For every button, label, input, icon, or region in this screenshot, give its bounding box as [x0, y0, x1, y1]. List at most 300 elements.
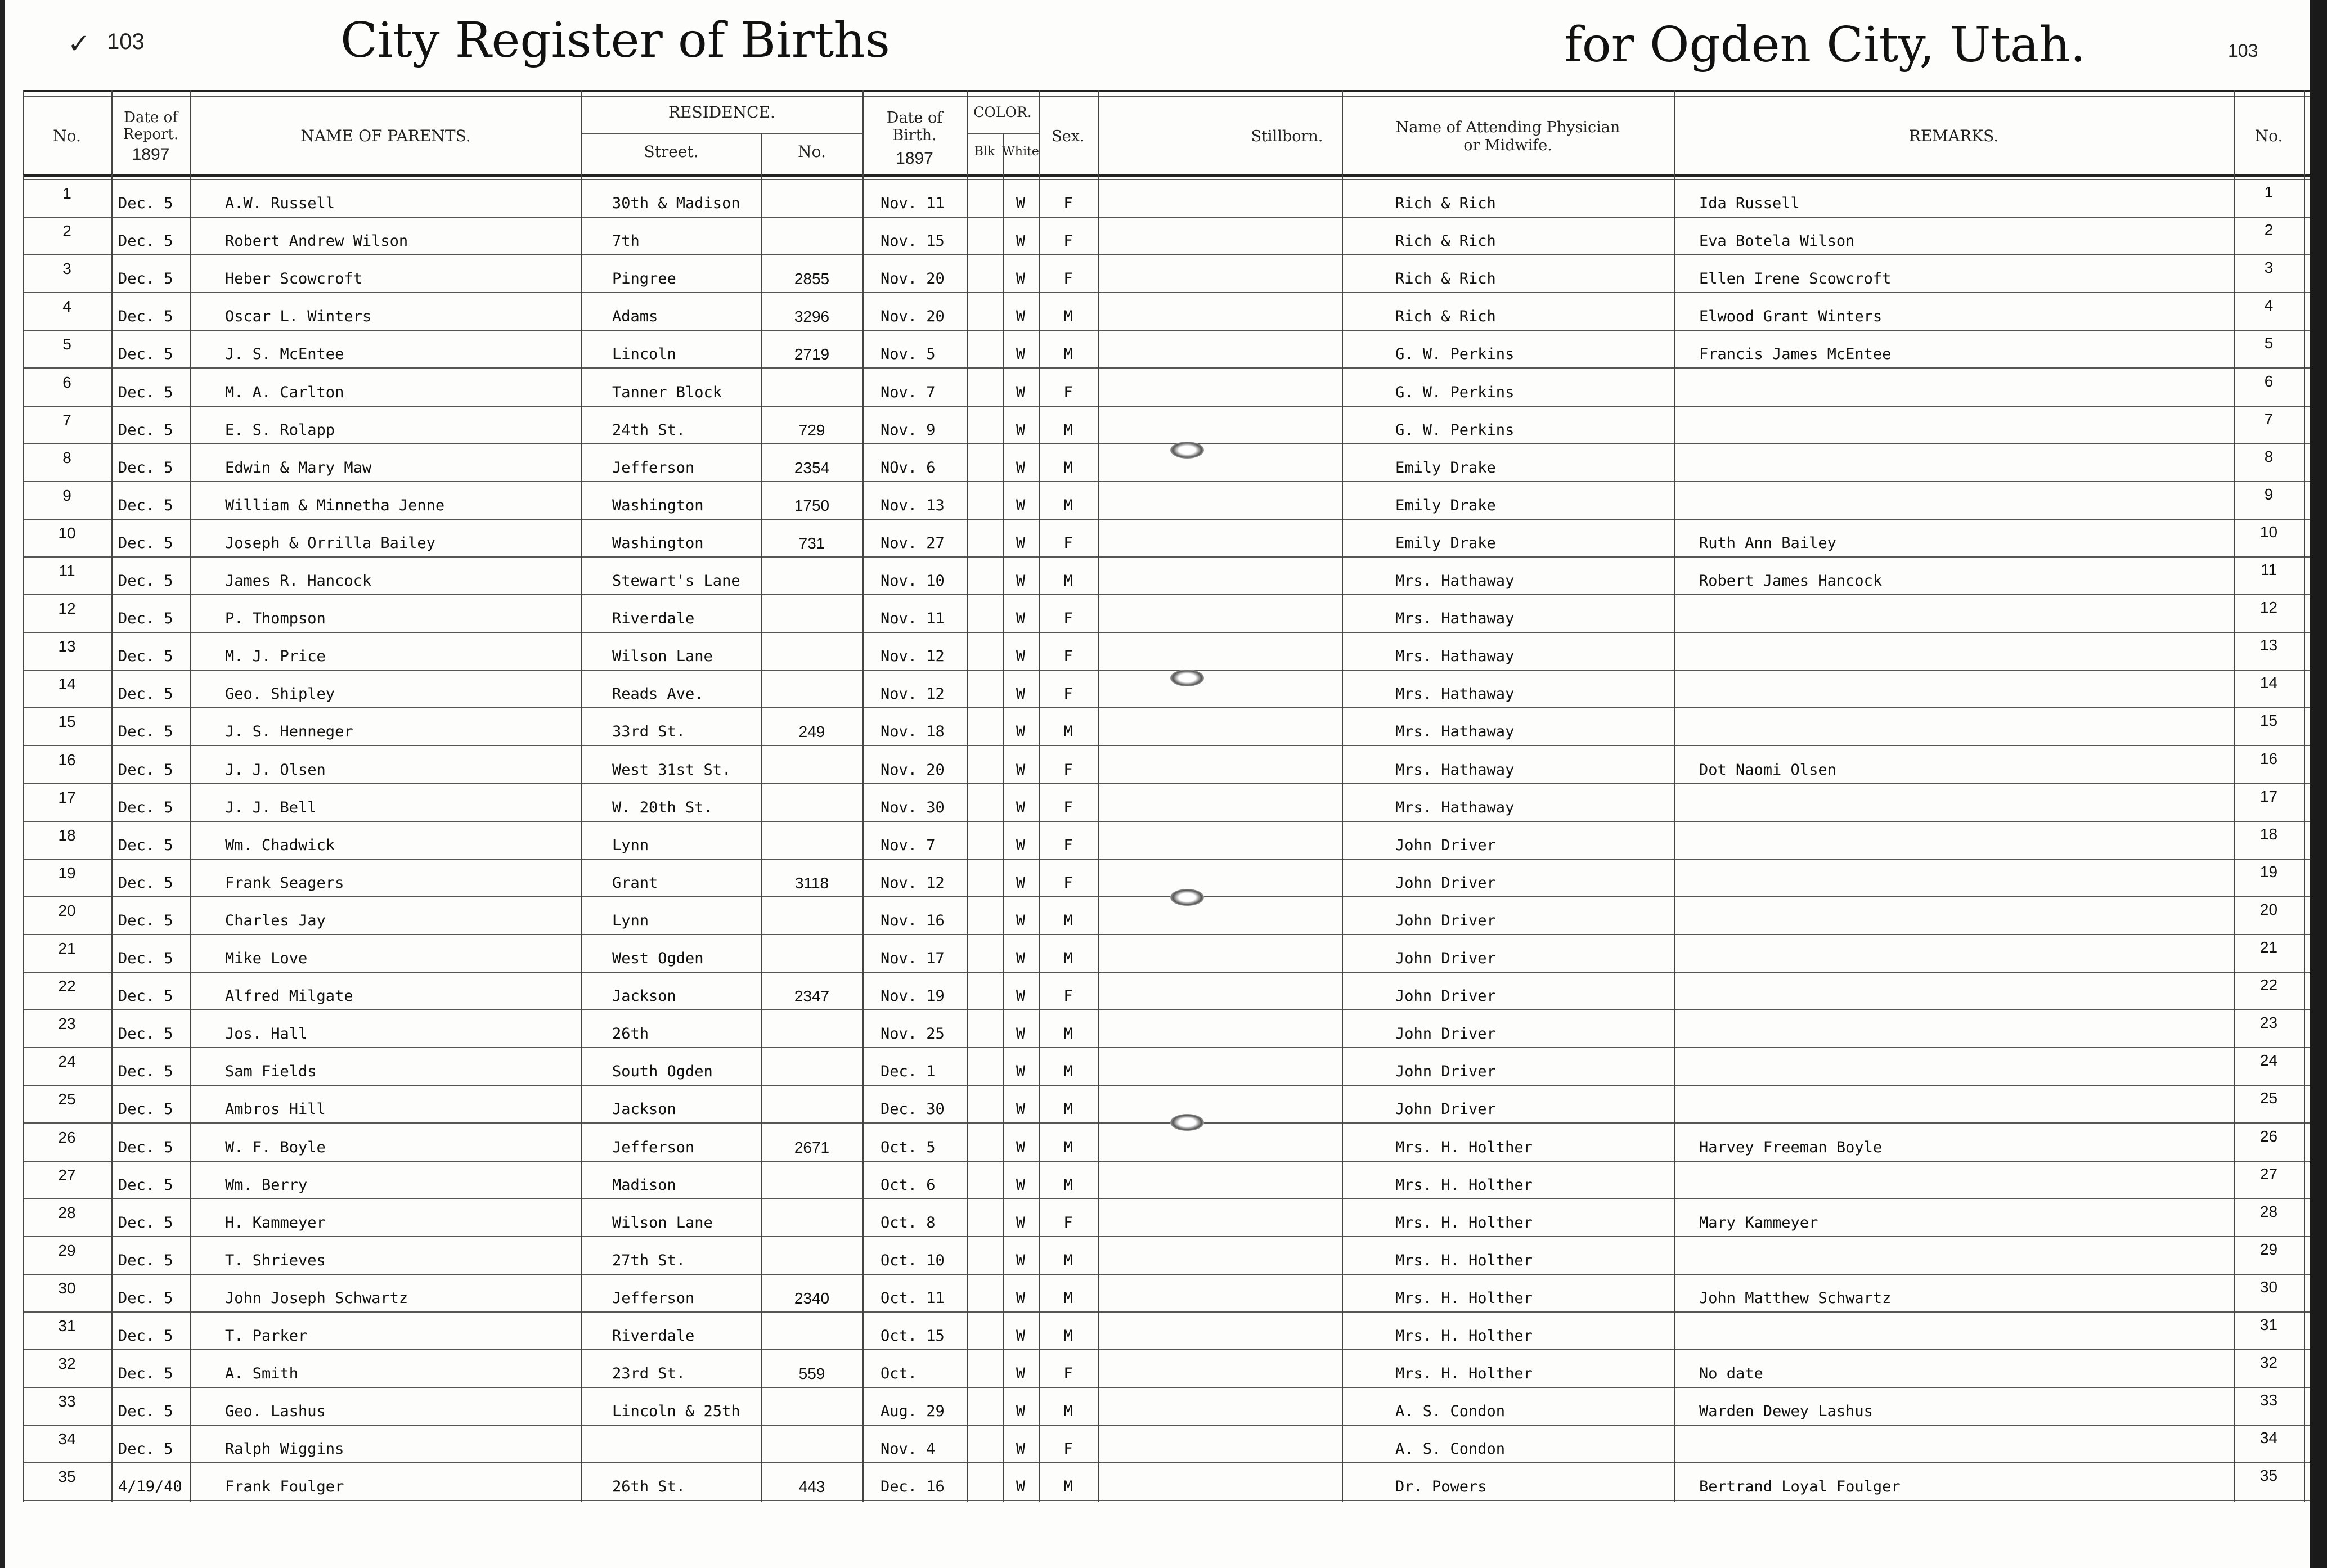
table-row	[1232, 558, 2327, 595]
right-no-cell: 15	[2259, 712, 2278, 730]
table-row	[1232, 1426, 2327, 1463]
right-no-cell: 24	[2259, 1052, 2278, 1070]
left-color-cell: W	[1016, 1289, 1026, 1307]
table-row	[0, 1199, 1232, 1237]
left-color-cell: W	[1016, 1365, 1026, 1383]
page-number-right: 103	[2228, 41, 2258, 61]
header-physician: Name of Attending Physician or Midwife.	[1395, 119, 1620, 154]
right-no-cell: 26	[2259, 1127, 2278, 1145]
left-sex-cell: F	[1063, 987, 1073, 1005]
left-report-cell: Dec. 5	[118, 1440, 173, 1458]
table-row	[0, 822, 1232, 860]
left-no-cell: 31	[58, 1317, 76, 1335]
left-no-cell: 7	[62, 411, 71, 429]
left-no-cell: 14	[58, 675, 76, 693]
left-color-cell: W	[1016, 459, 1026, 477]
left-sex-cell: F	[1063, 534, 1073, 552]
left-no-cell: 30	[58, 1279, 76, 1297]
right-no-cell: 6	[2264, 372, 2274, 390]
table-row	[1232, 331, 2327, 369]
right-no-cell: 7	[2264, 410, 2274, 428]
left-no-cell: 12	[58, 600, 76, 618]
header-stillborn: Stillborn.	[1251, 127, 1323, 145]
left-report-cell: Dec. 5	[118, 1289, 173, 1307]
left-no-cell: 17	[58, 788, 76, 806]
left-color-cell: W	[1016, 1025, 1026, 1043]
table-row	[1232, 407, 2327, 444]
header-report-year: 1897	[132, 145, 170, 164]
left-sex-cell: F	[1063, 648, 1073, 666]
table-row	[1232, 520, 2327, 558]
left-report-cell: Dec. 5	[118, 685, 173, 703]
left-birth-cell: Oct. 11	[881, 1289, 945, 1307]
left-report-cell: 4/19/40	[118, 1478, 182, 1496]
left-birth-cell: Nov. 20	[881, 308, 945, 326]
header-bottom-rule-right	[1232, 174, 2316, 177]
left-sex-cell: F	[1063, 270, 1073, 288]
header-top-rule-inner-right	[1232, 96, 2316, 97]
left-no-cell: 4	[62, 298, 71, 316]
header-color: COLOR.	[973, 104, 1032, 120]
left-color-cell: W	[1016, 496, 1026, 514]
left-parents-cell: W. F. Boyle	[225, 1138, 326, 1156]
right-no-cell: 22	[2259, 976, 2278, 994]
table-row	[1232, 1313, 2327, 1350]
table-row	[0, 293, 1232, 331]
right-remarks-cell: Ruth Ann Bailey	[1699, 534, 1836, 552]
header-no-right: No.	[2254, 127, 2283, 146]
left-report-cell: Dec. 5	[118, 610, 173, 628]
table-row	[1232, 444, 2327, 482]
table-row	[1232, 180, 2327, 218]
table-row	[0, 747, 1232, 784]
binder-hole	[1170, 670, 1204, 686]
right-no-cell: 29	[2259, 1240, 2278, 1258]
header-sex: Sex.	[1052, 127, 1085, 145]
header-no: No.	[53, 127, 81, 146]
left-house-cell: 3118	[794, 874, 829, 892]
right-no-cell: 25	[2259, 1089, 2278, 1107]
right-no-cell: 5	[2264, 334, 2274, 352]
table-row	[1232, 1124, 2327, 1162]
right-no-cell: 23	[2259, 1014, 2278, 1032]
left-street-cell: Washington	[612, 534, 704, 552]
right-remarks-cell: Eva Botela Wilson	[1699, 232, 1855, 250]
left-sex-cell: F	[1063, 874, 1073, 892]
left-birth-cell: Nov. 7	[881, 383, 936, 401]
left-sex-cell: M	[1063, 1327, 1073, 1345]
table-row	[0, 1162, 1232, 1199]
right-physician-cell: Mrs. H. Holther	[1395, 1214, 1533, 1232]
table-row	[1232, 1350, 2327, 1388]
left-birth-cell: Nov. 11	[881, 195, 945, 212]
left-sex-cell: F	[1063, 610, 1073, 628]
left-house-cell: 2340	[794, 1289, 830, 1307]
right-remarks-cell: Dot Naomi Olsen	[1699, 761, 1836, 779]
left-street-cell: Jefferson	[612, 1138, 695, 1156]
right-no-cell: 1	[2264, 183, 2274, 201]
right-physician-cell: G. W. Perkins	[1395, 383, 1515, 401]
right-physician-cell: Rich & Rich	[1395, 308, 1496, 326]
left-birth-cell: Nov. 18	[881, 723, 945, 741]
left-sex-cell: F	[1063, 1440, 1073, 1458]
right-no-cell: 27	[2259, 1165, 2278, 1183]
left-birth-cell: Dec. 16	[881, 1478, 945, 1496]
table-row	[0, 482, 1232, 520]
left-sex-cell: M	[1063, 950, 1073, 967]
table-row	[0, 897, 1232, 935]
left-birth-cell: Nov. 19	[881, 987, 945, 1005]
binder-hole	[1170, 889, 1204, 906]
left-birth-cell: Oct. 6	[881, 1176, 936, 1194]
left-street-cell: Riverdale	[612, 610, 695, 628]
left-color-cell: W	[1016, 232, 1026, 250]
left-no-cell: 16	[58, 751, 76, 769]
left-color-cell: W	[1016, 421, 1026, 439]
left-color-cell: W	[1016, 572, 1026, 590]
left-birth-cell: Nov. 7	[881, 836, 936, 854]
left-parents-cell: J. S. Henneger	[225, 723, 353, 741]
header-remarks: REMARKS.	[1908, 127, 1999, 146]
table-row	[1232, 369, 2327, 407]
left-street-cell: Stewart's Lane	[612, 572, 740, 590]
left-no-cell: 13	[58, 637, 76, 655]
left-birth-cell: Aug. 29	[881, 1403, 945, 1421]
left-sex-cell: M	[1063, 496, 1073, 514]
right-remarks-cell: Bertrand Loyal Foulger	[1699, 1478, 1901, 1496]
left-no-cell: 3	[62, 260, 71, 278]
left-report-cell: Dec. 5	[118, 798, 173, 816]
column-rule	[761, 133, 762, 1502]
left-sex-cell: F	[1063, 195, 1073, 212]
left-color-cell: W	[1016, 1063, 1026, 1081]
left-color-cell: W	[1016, 1214, 1026, 1232]
left-parents-cell: A. Smith	[225, 1365, 299, 1383]
left-street-cell: West Ogden	[612, 950, 704, 967]
left-report-cell: Dec. 5	[118, 987, 173, 1005]
left-color-cell: W	[1016, 1440, 1026, 1458]
page-title-right: for Ogden City, Utah.	[1564, 17, 2086, 73]
right-no-cell: 13	[2259, 636, 2278, 654]
left-parents-cell: Oscar L. Winters	[225, 308, 372, 326]
table-row	[0, 1124, 1232, 1162]
left-parents-cell: Charles Jay	[225, 911, 326, 929]
right-no-cell: 30	[2259, 1278, 2278, 1296]
left-report-cell: Dec. 5	[118, 195, 173, 212]
left-birth-cell: Nov. 17	[881, 950, 945, 967]
left-birth-cell: Nov. 20	[881, 761, 945, 779]
table-row	[1232, 1048, 2327, 1086]
table-row	[1232, 1275, 2327, 1313]
right-remarks-cell: Robert James Hancock	[1699, 572, 1883, 590]
left-sex-cell: M	[1063, 459, 1073, 477]
left-parents-cell: William & Minnetha Jenne	[225, 496, 445, 514]
left-no-cell: 28	[58, 1203, 76, 1221]
right-physician-cell: John Driver	[1395, 911, 1496, 929]
table-row	[0, 671, 1232, 708]
header-residence: RESIDENCE.	[668, 102, 775, 122]
left-no-cell: 26	[58, 1128, 76, 1146]
left-no-cell: 35	[58, 1468, 76, 1486]
left-report-cell: Dec. 5	[118, 836, 173, 854]
right-physician-cell: Mrs. Hathaway	[1395, 648, 1515, 666]
left-sex-cell: F	[1063, 798, 1073, 816]
left-birth-cell: Nov. 12	[881, 648, 945, 666]
right-no-cell: 8	[2264, 447, 2274, 465]
table-row	[1232, 973, 2327, 1010]
header-top-rule-right	[1232, 90, 2316, 92]
left-report-cell: Dec. 5	[118, 761, 173, 779]
table-row	[1232, 1237, 2327, 1275]
left-parents-cell: E. S. Rolapp	[225, 421, 335, 439]
left-color-cell: W	[1016, 1403, 1026, 1421]
left-color-cell: W	[1016, 195, 1026, 212]
left-parents-cell: James R. Hancock	[225, 572, 372, 590]
header-top-rule-inner	[23, 96, 1232, 97]
left-street-cell: Riverdale	[612, 1327, 695, 1345]
left-sex-cell: F	[1063, 383, 1073, 401]
table-row	[0, 407, 1232, 444]
table-row	[0, 595, 1232, 633]
left-street-cell: Grant	[612, 874, 658, 892]
right-remarks-cell: Ida Russell	[1699, 195, 1800, 212]
left-house-cell: 1750	[794, 496, 830, 514]
right-no-cell: 21	[2259, 938, 2278, 956]
left-street-cell: South Ogden	[612, 1063, 713, 1081]
table-row	[1232, 860, 2327, 897]
left-sex-cell: M	[1063, 1289, 1073, 1307]
right-physician-cell: Mrs. H. Holther	[1395, 1327, 1533, 1345]
right-physician-cell: John Driver	[1395, 874, 1496, 892]
right-no-cell: 12	[2259, 599, 2278, 617]
right-physician-cell: Rich & Rich	[1395, 195, 1496, 212]
left-report-cell: Dec. 5	[118, 1327, 173, 1345]
left-parents-cell: Jos. Hall	[225, 1025, 308, 1043]
left-sex-cell: M	[1063, 572, 1073, 590]
header-white: White	[1002, 145, 1039, 159]
left-color-cell: W	[1016, 874, 1026, 892]
left-parents-cell: Wm. Berry	[225, 1176, 308, 1194]
right-physician-cell: A. S. Condon	[1395, 1403, 1506, 1421]
left-no-cell: 8	[62, 448, 71, 466]
table-row	[0, 935, 1232, 973]
left-street-cell: Lynn	[612, 836, 649, 854]
left-street-cell: Jackson	[612, 987, 676, 1005]
left-birth-cell: Nov. 5	[881, 345, 936, 363]
table-row	[0, 1086, 1232, 1124]
left-report-cell: Dec. 5	[118, 1403, 173, 1421]
left-parents-cell: J. J. Bell	[225, 798, 317, 816]
left-street-cell: 23rd St.	[612, 1365, 686, 1383]
table-row	[0, 1237, 1232, 1275]
header-blk: Blk	[974, 145, 995, 159]
left-no-cell: 9	[62, 486, 71, 504]
right-physician-cell: Mrs. Hathaway	[1395, 761, 1515, 779]
left-no-cell: 6	[62, 373, 71, 391]
left-street-cell: 26th St.	[612, 1478, 686, 1496]
left-birth-cell: Nov. 15	[881, 232, 945, 250]
left-report-cell: Dec. 5	[118, 459, 173, 477]
header-birth-year: 1897	[896, 149, 933, 168]
left-street-cell: Lincoln & 25th	[612, 1403, 740, 1421]
left-color-cell: W	[1016, 383, 1026, 401]
table-row	[0, 255, 1232, 293]
table-row	[1232, 935, 2327, 973]
left-color-cell: W	[1016, 308, 1026, 326]
right-remarks-cell: Harvey Freeman Boyle	[1699, 1138, 1883, 1156]
left-report-cell: Dec. 5	[118, 496, 173, 514]
left-color-cell: W	[1016, 1251, 1026, 1269]
left-birth-cell: Nov. 9	[881, 421, 936, 439]
header-bottom-rule	[23, 174, 1232, 177]
right-remarks-cell: Ellen Irene Scowcroft	[1699, 270, 1892, 288]
left-sex-cell: M	[1063, 1138, 1073, 1156]
table-row	[1232, 1388, 2327, 1426]
header-top-rule	[23, 90, 1232, 92]
table-row	[0, 1463, 1232, 1501]
left-house-cell: 249	[798, 723, 825, 741]
left-report-cell: Dec. 5	[118, 1251, 173, 1269]
left-color-cell: W	[1016, 761, 1026, 779]
left-report-cell: Dec. 5	[118, 1176, 173, 1194]
column-rule	[1039, 90, 1040, 1502]
left-parents-cell: John Joseph Schwartz	[225, 1289, 408, 1307]
right-physician-cell: Emily Drake	[1395, 496, 1496, 514]
right-no-cell: 3	[2264, 259, 2274, 277]
right-physician-cell: Mrs. H. Holther	[1395, 1365, 1533, 1383]
right-physician-cell: Mrs. Hathaway	[1395, 723, 1515, 741]
header-residence-no: No.	[798, 142, 826, 161]
table-row	[0, 331, 1232, 369]
left-street-cell: Pingree	[612, 270, 676, 288]
left-report-cell: Dec. 5	[118, 534, 173, 552]
left-no-cell: 34	[58, 1430, 76, 1448]
left-sex-cell: F	[1063, 685, 1073, 703]
table-row	[0, 520, 1232, 558]
left-parents-cell: Joseph & Orrilla Bailey	[225, 534, 435, 552]
right-physician-cell: G. W. Perkins	[1395, 421, 1515, 439]
right-no-cell: 16	[2259, 749, 2278, 767]
left-color-cell: W	[1016, 798, 1026, 816]
right-remarks-cell: Francis James McEntee	[1699, 345, 1892, 363]
row-rule	[23, 1500, 1232, 1501]
left-no-cell: 15	[58, 713, 76, 731]
left-house-cell: 729	[798, 421, 825, 439]
table-row	[0, 1426, 1232, 1463]
left-sex-cell: M	[1063, 1478, 1073, 1496]
left-street-cell: West 31st St.	[612, 761, 731, 779]
table-row	[1232, 255, 2327, 293]
left-house-cell: 443	[798, 1478, 825, 1496]
right-remarks-cell: Mary Kammeyer	[1699, 1214, 1818, 1232]
right-no-cell: 4	[2264, 296, 2274, 315]
right-no-cell: 10	[2259, 523, 2278, 541]
right-physician-cell: Mrs. Hathaway	[1395, 610, 1515, 628]
residence-sub-rule	[581, 133, 862, 134]
left-no-cell: 32	[58, 1355, 76, 1373]
table-row	[1232, 482, 2327, 520]
right-no-cell: 34	[2259, 1429, 2278, 1447]
left-parents-cell: Alfred Milgate	[225, 987, 353, 1005]
right-no-cell: 33	[2259, 1391, 2278, 1409]
left-report-cell: Dec. 5	[118, 723, 173, 741]
left-street-cell: Wilson Lane	[612, 1214, 713, 1232]
table-row	[1232, 1010, 2327, 1048]
left-no-cell: 25	[58, 1090, 76, 1108]
left-color-cell: W	[1016, 987, 1026, 1005]
left-birth-cell: Oct.	[881, 1365, 918, 1383]
table-row	[1232, 633, 2327, 671]
left-parents-cell: J. J. Olsen	[225, 761, 326, 779]
right-physician-cell: Rich & Rich	[1395, 270, 1496, 288]
left-no-cell: 1	[62, 185, 71, 202]
header-street: Street.	[644, 142, 699, 161]
left-birth-cell: Nov. 25	[881, 1025, 945, 1043]
left-parents-cell: J. S. McEntee	[225, 345, 344, 363]
left-street-cell: Tanner Block	[612, 383, 722, 401]
left-street-cell: 30th & Madison	[612, 195, 740, 212]
right-no-cell: 28	[2259, 1202, 2278, 1220]
column-rule	[1098, 90, 1099, 1502]
left-parents-cell: T. Parker	[225, 1327, 308, 1345]
left-color-cell: W	[1016, 685, 1026, 703]
left-report-cell: Dec. 5	[118, 1063, 173, 1081]
table-row	[0, 973, 1232, 1010]
header-date-of-report: Date of Report.	[123, 109, 179, 143]
column-rule	[190, 90, 191, 1502]
left-no-cell: 2	[62, 222, 71, 240]
left-birth-cell: Nov. 30	[881, 798, 945, 816]
right-physician-cell: Mrs. Hathaway	[1395, 685, 1515, 703]
left-street-cell: Wilson Lane	[612, 648, 713, 666]
left-house-cell: 2719	[794, 345, 830, 363]
left-parents-cell: P. Thompson	[225, 610, 326, 628]
left-parents-cell: A.W. Russell	[225, 195, 335, 212]
right-remarks-cell: Warden Dewey Lashus	[1699, 1403, 1873, 1421]
left-no-cell: 18	[58, 826, 76, 844]
right-remarks-cell: John Matthew Schwartz	[1699, 1289, 1892, 1307]
left-no-cell: 27	[58, 1166, 76, 1184]
right-physician-cell: A. S. Condon	[1395, 1440, 1506, 1458]
table-row	[0, 1388, 1232, 1426]
right-no-cell: 9	[2264, 485, 2274, 503]
right-physician-cell: John Driver	[1395, 836, 1496, 854]
left-report-cell: Dec. 5	[118, 383, 173, 401]
right-remarks-cell: Elwood Grant Winters	[1699, 308, 1883, 326]
left-report-cell: Dec. 5	[118, 270, 173, 288]
left-street-cell: Jefferson	[612, 459, 695, 477]
left-birth-cell: Oct. 15	[881, 1327, 945, 1345]
left-report-cell: Dec. 5	[118, 572, 173, 590]
left-street-cell: Adams	[612, 308, 658, 326]
table-row	[0, 180, 1232, 218]
table-row	[0, 1010, 1232, 1048]
left-color-cell: W	[1016, 723, 1026, 741]
left-birth-cell: Nov. 20	[881, 270, 945, 288]
right-physician-cell: Mrs. Hathaway	[1395, 572, 1515, 590]
left-birth-cell: Nov. 12	[881, 874, 945, 892]
binder-hole	[1170, 1114, 1204, 1131]
left-street-cell: 7th	[612, 232, 640, 250]
left-sex-cell: M	[1063, 421, 1073, 439]
left-no-cell: 19	[58, 864, 76, 882]
left-report-cell: Dec. 5	[118, 1138, 173, 1156]
left-report-cell: Dec. 5	[118, 1100, 173, 1118]
left-color-cell: W	[1016, 648, 1026, 666]
left-parents-cell: M. J. Price	[225, 648, 326, 666]
left-color-cell: W	[1016, 610, 1026, 628]
left-no-cell: 11	[59, 562, 75, 579]
